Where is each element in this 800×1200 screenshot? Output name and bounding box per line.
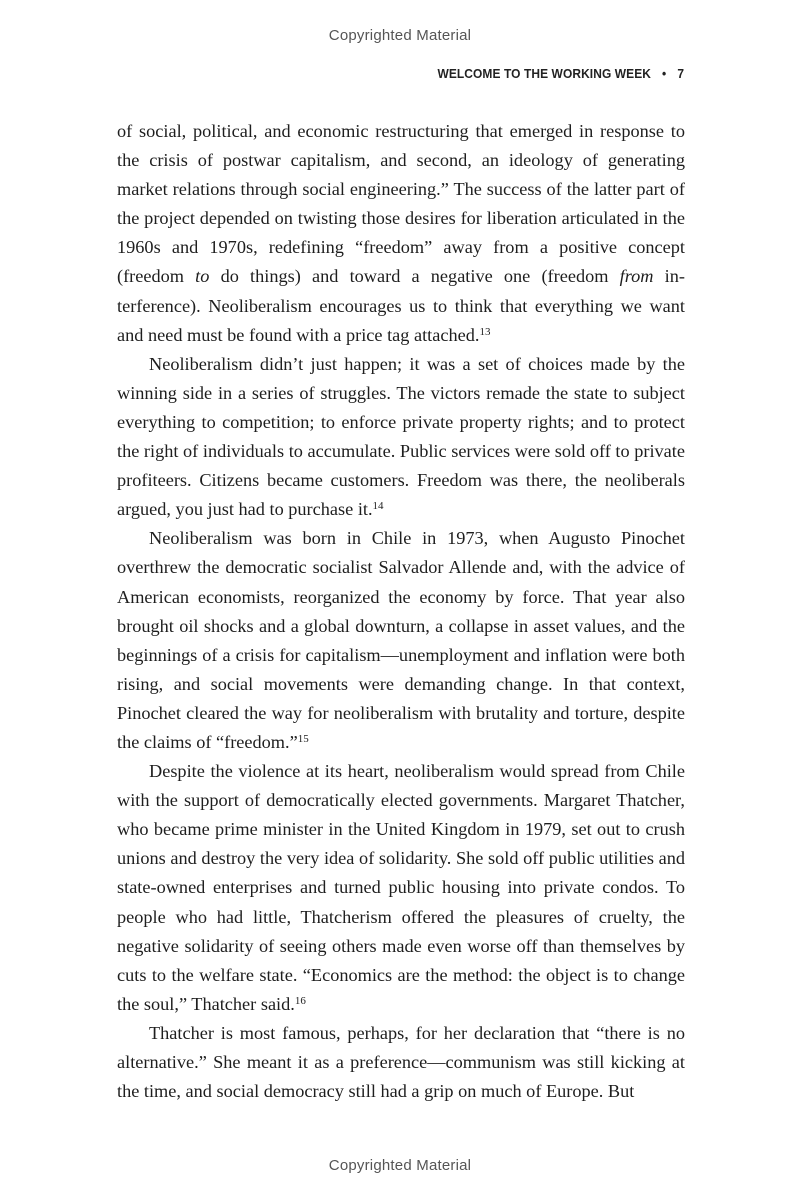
- running-head: [437, 66, 684, 81]
- footnote-ref: 14: [372, 500, 384, 513]
- paragraph: [117, 350, 685, 525]
- footnote-ref: 16: [294, 994, 306, 1007]
- footnote-ref: 13: [479, 325, 491, 338]
- copyright-watermark-top: Copyrighted Material: [328, 27, 472, 44]
- paragraph: [117, 1019, 685, 1106]
- text-run: interference). Neoliberalism encourages us to think that everything we want and need must be found with a price tag attached.: [117, 266, 685, 345]
- paragraph: [117, 757, 685, 1019]
- running-head-title: WELCOME TO THE WORKING WEEK: [437, 66, 651, 81]
- running-head-separator: •: [661, 66, 667, 81]
- text-run: Despite the violence at its heart, neoliberalism would spread from Chile with the support of democratically elected governments. Margaret Thatcher, who became prime minister in the United Kingdom in 1979, set out to crush unions and destroy the very idea of solidarity. She sold off public utilities and state-owned enterprises and turned public housing into private condos. To people who had little, Thatcherism offered the pleasures of cruelty, the negative solidarity of seeing others made even worse off than themselves by cuts to the welfare state. “Economics are the method: the object is to change the soul,” Thatcher said.: [117, 761, 685, 1014]
- text-run: Neoliberalism was born in Chile in 1973, when Augusto Pinochet overthrew the democratic socialist Salvador Allende and, with the advice of American economists, reorganized the economy by force. That year also brought oil shocks and a global downturn, a collapse in asset values, and the beginnings of a crisis for capitalism—unemployment and inflation were both rising, and social movements were demanding change. In that context, Pinochet cleared the way for neoliberalism with brutality and torture, despite the claims of “freedom.”: [117, 528, 685, 752]
- paragraph: [117, 524, 685, 757]
- text-run: Neoliberalism didn’t just happen; it was a set of choices made by the winning side in a series of struggles. The victors remade the state to subject everything to competition; to enforce private property rights; and to protect the right of individuals to accumulate. Public services were sold off to private profiteers. Citizens became customers. Freedom was there, the neoliberals argued, you just had to purchase it.: [117, 353, 685, 520]
- paragraph: [117, 117, 685, 350]
- text-run: of social, political, and economic restructuring that emerged in response to the crisis of postwar capitalism, and second, an ideology of generating market relations through social engineering.” The success of the latter part of the project depended on twisting those desires for liberation articulated in the 1960s and 1970s, redefining “freedom” away from a positive concept (freedom: [117, 121, 685, 287]
- text-run: do things) and toward a negative one (freedom: [209, 266, 620, 287]
- copyright-watermark-bottom: Copyrighted Material: [328, 1157, 472, 1174]
- page-number: 7: [677, 66, 684, 81]
- page-body: [117, 117, 685, 1106]
- italic-text: to: [195, 266, 210, 287]
- text-run: Thatcher is most famous, perhaps, for her declaration that “there is no alternative.” She meant it as a preference—communism was still kicking at the time, and social democracy still had a grip on much of Europe. But: [117, 1022, 685, 1102]
- footnote-ref: 15: [297, 732, 309, 745]
- italic-text: from: [619, 266, 654, 287]
